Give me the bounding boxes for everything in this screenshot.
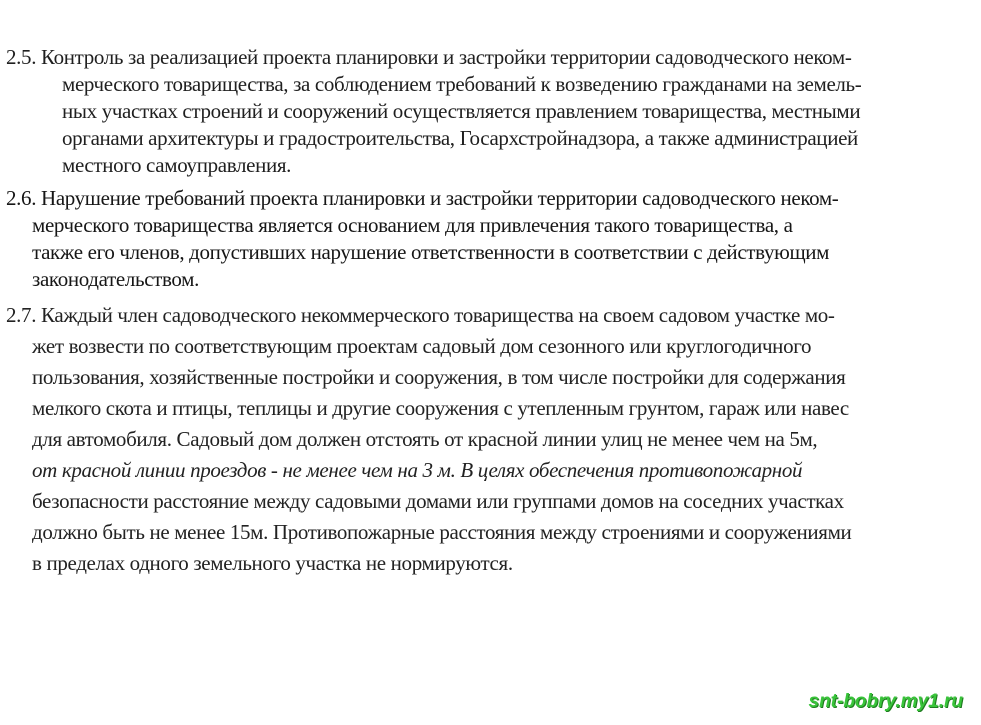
section-2-7-line-8: должно быть не менее 15м. Противопожарные расстояния между строениями и сооружениями (32, 520, 852, 544)
section-2-5-line-1: 2.5. Контроль за реализацией проекта планировки и застройки территории садоводческого неком- (6, 45, 852, 69)
section-2-6-line-1: 2.6. Нарушение требований проекта планировки и застройки территории садоводческого неком- (6, 186, 839, 210)
section-2-5-line-3: ных участках строений и сооружений осуществляется правлением товарищества, местными (62, 99, 861, 123)
section-2-5-line-5: местного самоуправления. (62, 153, 292, 177)
section-2-7-line-7: безопасности расстояние между садовыми домами или группами домов на соседних участках (32, 489, 844, 513)
section-2-6-line-4: законодательством. (32, 267, 200, 291)
section-2-7-line-5: для автомобиля. Садовый дом должен отстоять от красной линии улиц не менее чем на 5м, (32, 427, 818, 451)
section-2-7-line-1: 2.7. Каждый член садоводческого некоммерческого товарищества на своем садовом участке мо- (6, 303, 835, 327)
section-2-6-line-2: мерческого товарищества является основанием для привлечения такого товарищества, а (32, 213, 793, 237)
section-2-7-line-2: жет возвести по соответствующим проектам садовый дом сезонного или круглогодичного (32, 334, 812, 358)
section-2-5-line-2: мерческого товарищества, за соблюдением требований к возведению гражданами на земель- (62, 72, 862, 96)
section-2-5-line-4: органами архитектуры и градостроительства, Госархстройнадзора, а также администрацией (62, 126, 858, 150)
section-2-7-line-9: в пределах одного земельного участка не нормируются. (32, 551, 513, 575)
section-2-7-line-6: от красной линии проездов - не менее чем на 3 м. В целях обеспечения противопожарной (32, 458, 803, 482)
site-watermark: snt-bobry.my1.ru (808, 691, 963, 712)
section-2-7-line-3: пользования, хозяйственные постройки и сооружения, в том числе постройки для содержания (32, 365, 846, 389)
section-2-7-line-4: мелкого скота и птицы, теплицы и другие сооружения с утепленным грунтом, гараж или навес (32, 396, 849, 420)
section-2-6-line-3: также его членов, допустивших нарушение ответственности в соответствии с действующим (32, 240, 830, 264)
